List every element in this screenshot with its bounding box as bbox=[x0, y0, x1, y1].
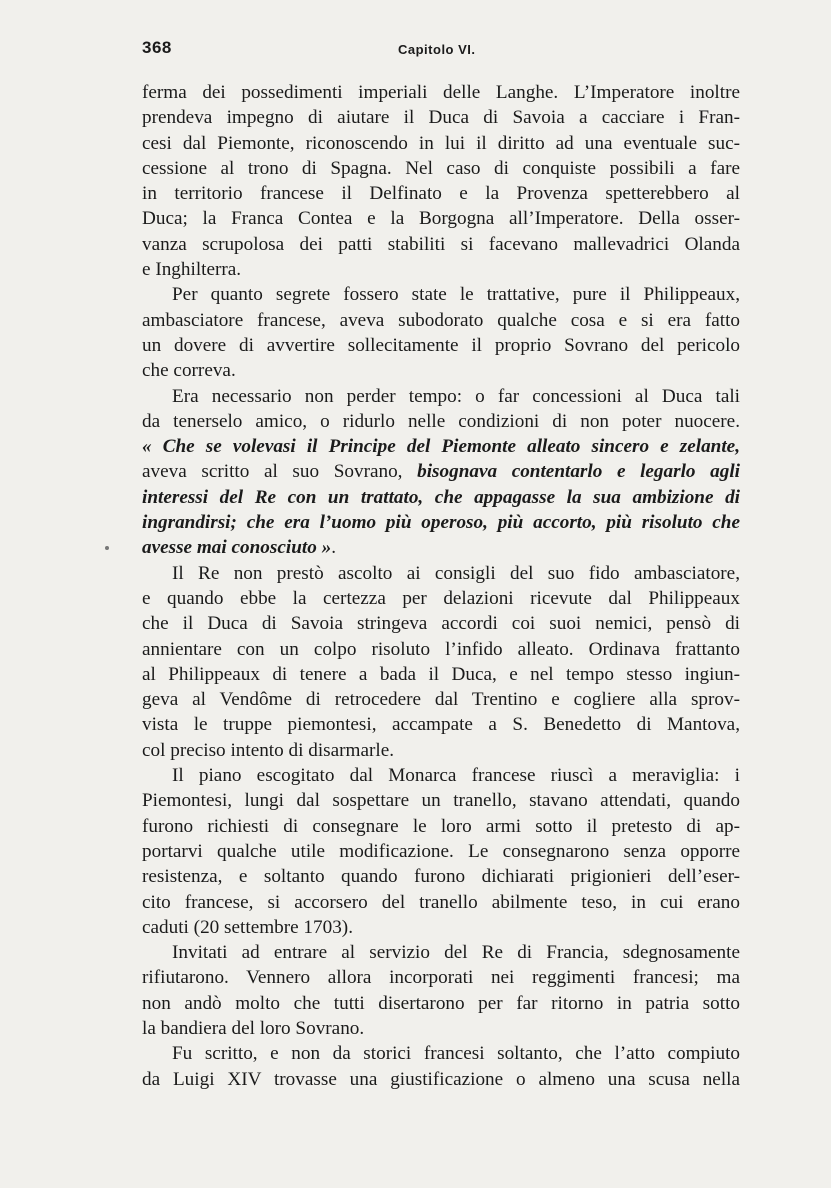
text-line: caduti (20 settembre 1703). bbox=[142, 916, 353, 938]
quote-line bbox=[142, 459, 740, 484]
text-line: annientare con un colpo risoluto l’infido alleato. Ordinava frattanto bbox=[142, 638, 740, 660]
text-line: geva al Vendôme di retrocedere dal Trentino e cogliere alla sprov- bbox=[142, 689, 740, 711]
page-header bbox=[142, 38, 740, 64]
page-number: 368 bbox=[142, 38, 172, 57]
text-line: un dovere di avvertire sollecitamente il proprio Sovrano del pericolo bbox=[142, 334, 740, 356]
text-line: Fu scritto, e non da storici francesi soltanto, che l’atto compiuto bbox=[172, 1043, 740, 1065]
text-line: Il piano escogitato dal Monarca francese riuscì a meraviglia: i bbox=[172, 765, 740, 787]
text-line: cessione al trono di Spagna. Nel caso di conquiste possibili a fare bbox=[142, 157, 740, 179]
text-line: la bandiera del loro Sovrano. bbox=[142, 1017, 365, 1039]
quote-line: avesse mai conosciuto ». bbox=[142, 537, 336, 559]
text-line: al Philippeaux di tenere a bada il Duca, e nel tempo stesso ingiun- bbox=[142, 663, 740, 685]
text-line: Duca; la Franca Contea e la Borgogna all’Imperatore. Della osser- bbox=[142, 208, 740, 230]
text-line: Il Re non prestò ascolto ai consigli del suo fido ambasciatore, bbox=[172, 562, 740, 584]
text-line: resistenza, e soltanto quando furono dichiarati prigionieri dell’eser- bbox=[142, 866, 740, 888]
text-line: Per quanto segrete fossero state le trattative, pure il Philippeaux, bbox=[172, 284, 740, 306]
margin-mark bbox=[105, 546, 109, 550]
chapter-title: Capitolo VI. bbox=[398, 42, 476, 57]
text-line: col preciso intento di disarmarle. bbox=[142, 739, 395, 761]
text-line: e Inghilterra. bbox=[142, 259, 242, 281]
text-line: cesi dal Piemonte, riconoscendo in lui il diritto ad una eventuale suc- bbox=[142, 132, 740, 154]
text-line: in territorio francese il Delfinato e la Provenza spetterebbero al bbox=[142, 183, 740, 205]
text-line: da Luigi XIV trovasse una giustificazione o almeno una scusa nella bbox=[142, 1068, 740, 1090]
quote-line: ingrandirsi; che era l’uomo più operoso, più accorto, più risoluto che bbox=[142, 512, 740, 534]
text-line: ambasciatore francese, aveva subodorato qualche cosa e si era fatto bbox=[142, 309, 740, 331]
text-line: furono richiesti di consegnare le loro armi sotto il pretesto di ap- bbox=[142, 815, 740, 837]
text-line: da tenerselo amico, o ridurlo nelle condizioni di non poter nuocere. bbox=[142, 410, 740, 432]
text-line: portarvi qualche utile modificazione. Le consegnarono senza opporre bbox=[142, 840, 740, 862]
text-line: e quando ebbe la certezza per delazioni ricevute dal Philippeaux bbox=[142, 587, 740, 609]
quote-end: avesse mai conosciuto » bbox=[142, 537, 332, 559]
quote-attribution: aveva scritto al suo Sovrano, bbox=[142, 461, 418, 483]
text-line: Era necessario non perder tempo: o far concessioni al Duca tali bbox=[172, 385, 740, 407]
text-line: che il Duca di Savoia stringeva accordi coi suoi nemici, pensò di bbox=[142, 613, 740, 635]
quote-line: interessi del Re con un trattato, che appagasse la sua ambizione di bbox=[142, 486, 740, 508]
text-line: vanza scrupolosa dei patti stabiliti si facevano mallevadrici Olanda bbox=[142, 233, 740, 255]
text-line: non andò molto che tutti disertarono per far ritorno in patria sotto bbox=[142, 992, 740, 1014]
quote-line: « Che se volevasi il Principe del Piemonte alleato sincero e zelante, bbox=[142, 436, 740, 458]
text-line: rifiutarono. Vennero allora incorporati nei reggimenti francesi; ma bbox=[142, 967, 740, 989]
text-line: prendeva impegno di aiutare il Duca di Savoia a cacciare i Fran- bbox=[142, 107, 740, 129]
quote-continuation: bisognava contentarlo e legarlo agli bbox=[417, 461, 740, 483]
text-line: che correva. bbox=[142, 360, 236, 382]
text-line: cito francese, si accorsero del tranello abilmente teso, in cui erano bbox=[142, 891, 740, 913]
text-line: vista le truppe piemontesi, accampate a S. Benedetto di Mantova, bbox=[142, 714, 740, 736]
text-line: Piemontesi, lungi dal sospettare un tranello, stavano attendati, quando bbox=[142, 790, 740, 812]
text-line: ferma dei possedimenti imperiali delle Langhe. L’Imperatore inoltre bbox=[142, 82, 740, 103]
body-text bbox=[142, 80, 740, 1092]
text-line: Invitati ad entrare al servizio del Re di Francia, sdegnosamente bbox=[172, 942, 740, 964]
